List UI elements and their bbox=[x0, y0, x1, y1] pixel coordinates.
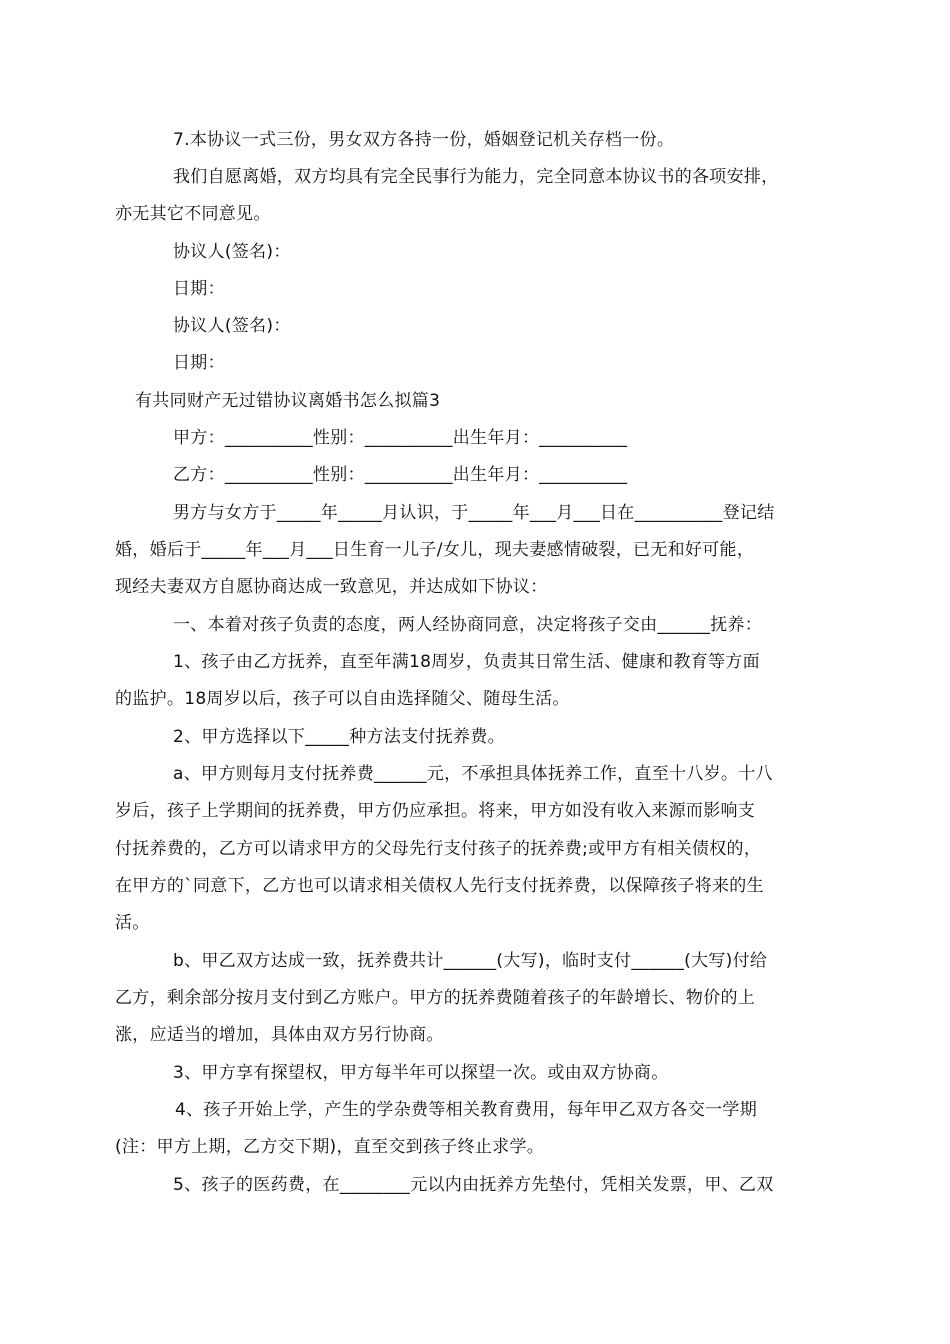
item-b-line-3: 涨，应适当的增加，具体由双方另行协商。 bbox=[115, 1025, 444, 1045]
item-3-line: 3、甲方享有探望权，甲方每半年可以探望一次。或由双方协商。 bbox=[173, 1063, 669, 1083]
item-a-line-2: 岁后，孩子上学期间的抚养费，甲方仍应承担。将来，甲方如没有收入来源而影响支 bbox=[115, 801, 756, 821]
statement-line-1: 我们自愿离婚，双方均具有完全民事行为能力，完全同意本协议书的各项安排， bbox=[173, 167, 779, 187]
clause-7: 7.本协议一式三份，男女双方各持一份，婚姻登记机关存档一份。 bbox=[173, 130, 675, 150]
party-a-line: 甲方：__________性别：__________出生年月：__________ bbox=[173, 428, 628, 448]
background-line-1: 男方与女方于_____年_____月认识，于_____年___月___日在__________登记结 bbox=[173, 503, 775, 523]
item-a-line-5: 活。 bbox=[115, 913, 150, 933]
signature-label-2: 协议人(签名)： bbox=[173, 316, 291, 336]
item-4-line-1: 4、孩子开始上学，产生的学杂费等相关教育费用，每年甲乙双方各交一学期 bbox=[175, 1100, 758, 1120]
item-2-line: 2、甲方选择以下_____种方法支付抚养费。 bbox=[173, 727, 505, 747]
item-a-line-4: 在甲方的`同意下，乙方也可以请求相关债权人先行支付抚养费，以保障孩子将来的生 bbox=[115, 876, 764, 896]
background-line-3: 现经夫妻双方自愿协商达成一致意见，并达成如下协议： bbox=[115, 577, 548, 597]
item-1-line-1: 1、孩子由乙方抚养，直至年满18周岁，负责其日常生活、健康和教育等方面 bbox=[173, 652, 760, 672]
date-label-2: 日期： bbox=[173, 353, 225, 373]
item-b-line-1: b、甲乙双方达成一致，抚养费共计______(大写)，临时支付______(大写)付给 bbox=[173, 951, 768, 971]
article-1-heading: 一、本着对孩子负责的态度，两人经协商同意，决定将孩子交由______抚养： bbox=[173, 615, 763, 635]
statement-line-2: 亦无其它不同意见。 bbox=[115, 204, 271, 224]
section-heading: 有共同财产无过错协议离婚书怎么拟篇3 bbox=[135, 391, 441, 411]
item-4-line-2: (注：甲方上期，乙方交下期)，直至交到孩子终止求学。 bbox=[115, 1137, 545, 1157]
item-a-line-3: 付抚养费的，乙方可以请求甲方的父母先行支付孩子的抚养费;或甲方有相关债权的， bbox=[115, 839, 762, 859]
item-1-line-2: 的监护。18周岁以后，孩子可以自由选择随父、随母生活。 bbox=[115, 689, 570, 709]
signature-label-1: 协议人(签名)： bbox=[173, 242, 291, 262]
item-a-line-1: a、甲方则每月支付抚养费______元，不承担具体抚养工作，直至十八岁。十八 bbox=[173, 764, 773, 784]
item-5-line-1: 5、孩子的医药费，在________元以内由抚养方先垫付，凭相关发票，甲、乙双 bbox=[173, 1175, 774, 1195]
party-b-line: 乙方：__________性别：__________出生年月：__________ bbox=[173, 465, 628, 485]
background-line-2: 婚，婚后于_____年___月___日生育一儿子/女儿，现夫妻感情破裂，已无和好可能， bbox=[115, 540, 755, 560]
item-b-line-2: 乙方，剩余部分按月支付到乙方账户。甲方的抚养费随着孩子的年龄增长、物价的上 bbox=[115, 988, 756, 1008]
date-label-1: 日期： bbox=[173, 279, 225, 299]
